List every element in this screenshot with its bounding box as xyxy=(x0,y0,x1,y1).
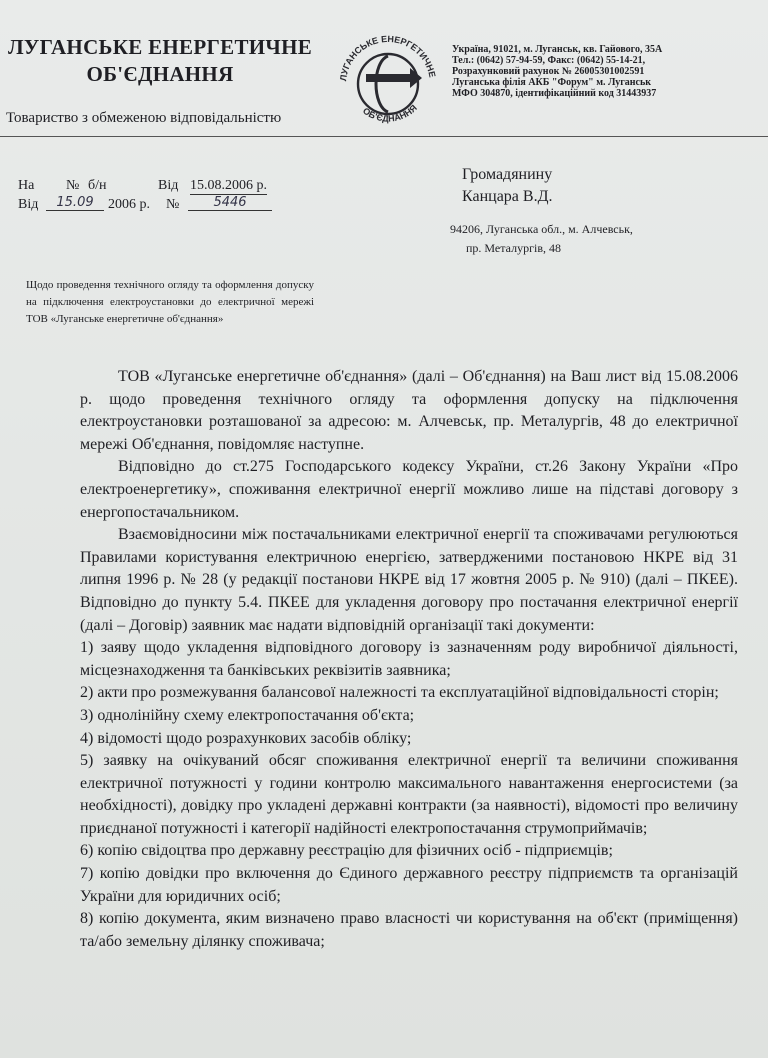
recipient-name: Канцара В.Д. xyxy=(462,188,553,205)
letter-body xyxy=(80,366,738,953)
body-paragraph: Відповідно до ст.275 Господарського кодексу України, ст.26 Закону України «Про електроенергетику», споживання електричної енергії можливо лише на підставі договору з енергопостачальником. xyxy=(80,458,738,521)
reference-num-label: № xyxy=(166,197,180,212)
svg-text:ОБ'ЄДНАННЯ: ОБ'ЄДНАННЯ xyxy=(360,102,419,124)
document-list-item: 5) заявку на очікуваний обсяг споживання електричної енергії та величини споживання електричної потужності у години контролю максимального навантаження енергосистеми (за необхідності), довідку про укладені державні контракти (за наявності), відомості про величину приєднаної потужності і категорії надійності електропостачання струмоприймачів; xyxy=(80,752,738,837)
org-name-line2: ОБ'ЄДНАННЯ xyxy=(86,62,234,86)
body-paragraph: Взаємовідносини між постачальниками електричної енергії та споживачами регулюються Правилами користування електричною енергією, затвердженими постановою НКРЕ від 31 липня 1996 р. № 28 (у редакції постанови НКРЕ від 17 жовтня 2005 р. № 910) (далі – ПКЕЕ). Відповідно до пункту 5.4. ПКЕЕ для укладення договору про постачання електричної енергії (далі – Договір) заявник має надати відповідній організації такі документи: xyxy=(80,526,738,634)
recipient-title: Громадянину xyxy=(462,166,553,183)
letter-subject: Щодо проведення технічного огляду та оформлення допуску на підключення електроустановки до електричної мережі ТОВ «Луганське енергетичне об'єднання» xyxy=(26,279,314,325)
reference-incoming-date: 15.08.2006 р. xyxy=(190,178,267,193)
address-line: Луганська філія АКБ "Форум" м. Луганськ xyxy=(452,77,652,88)
company-address-block xyxy=(452,44,764,99)
document-list-item: 3) однолінійну схему електропостачання об'єкта; xyxy=(80,706,415,724)
organization-name xyxy=(0,34,320,88)
body-paragraph: ТОВ «Луганське енергетичне об'єднання» (далі – Об'єднання) на Ваш лист від 15.08.2006 р. щодо проведення технічного огляду та оформлення допуску на підключення електроустановки розташованої за адресою: м. Алчевськ, пр. Металургів, 48 до електричної мережі Об'єднання, повідомляє наступне. xyxy=(80,368,738,453)
document-list-item: 1) заяву щодо укладення відповідного договору із зазначенням роду виробничої діяльності, місцезнаходження та банківських реквізитів заявника; xyxy=(80,639,738,679)
reference-incoming-number: б/н xyxy=(88,178,107,193)
document-list-item: 7) копію довідки про включення до Єдиного державного реєстру підприємств та організацій України для юридичних осіб; xyxy=(80,865,738,905)
address-line: Україна, 91021, м. Луганськ, кв. Гайового, 35А xyxy=(452,44,663,55)
recipient-address-line: 94206, Луганська обл., м. Алчевськ, xyxy=(450,222,633,236)
document-list-item: 8) копію документа, яким визначено право власності чи користування на об'єкт (приміщення) та/або земельну ділянку споживача; xyxy=(80,910,738,950)
outgoing-number-handwritten: 5446 xyxy=(188,195,272,211)
recipient-address-line: пр. Металургів, 48 xyxy=(466,241,561,255)
recipient-address xyxy=(450,220,633,258)
address-line: Розрахунковий рахунок № 26005301002591 xyxy=(452,66,645,77)
recipient-block xyxy=(462,164,552,208)
svg-text:ЛУГАНСЬКЕ ЕНЕРГЕТИЧНЕ: ЛУГАНСЬКЕ ЕНЕРГЕТИЧНЕ xyxy=(338,33,438,82)
reference-vid-label: Від xyxy=(18,197,39,212)
organization-type: Товариство з обмеженою відповідальністю xyxy=(6,110,282,126)
reference-year: 2006 р. xyxy=(108,197,150,212)
reference-na-label: На xyxy=(18,178,35,193)
address-line: Тел.: (0642) 57-94-59, Факс: (0642) 55-14-21, xyxy=(452,55,646,66)
outgoing-date-handwritten: 15.09 xyxy=(46,195,104,211)
header-divider xyxy=(0,136,768,137)
reference-num-label: № xyxy=(66,178,80,193)
document-list-item: 2) акти про розмежування балансової належності та експлуатаційної відповідальності сторін; xyxy=(80,684,719,702)
company-logo-icon xyxy=(330,22,446,138)
document-list-item: 4) відомості щодо розрахункових засобів обліку; xyxy=(80,729,412,747)
org-name-line1: ЛУГАНСЬКЕ ЕНЕРГЕТИЧНЕ xyxy=(7,35,313,59)
reference-vid-label: Від xyxy=(158,178,179,193)
document-list-item: 6) копію свідоцтва про державну реєстрацію для фізичних осіб - підприємців; xyxy=(80,842,613,860)
address-line: МФО 304870, ідентифікаційний код 31443937 xyxy=(452,88,657,99)
